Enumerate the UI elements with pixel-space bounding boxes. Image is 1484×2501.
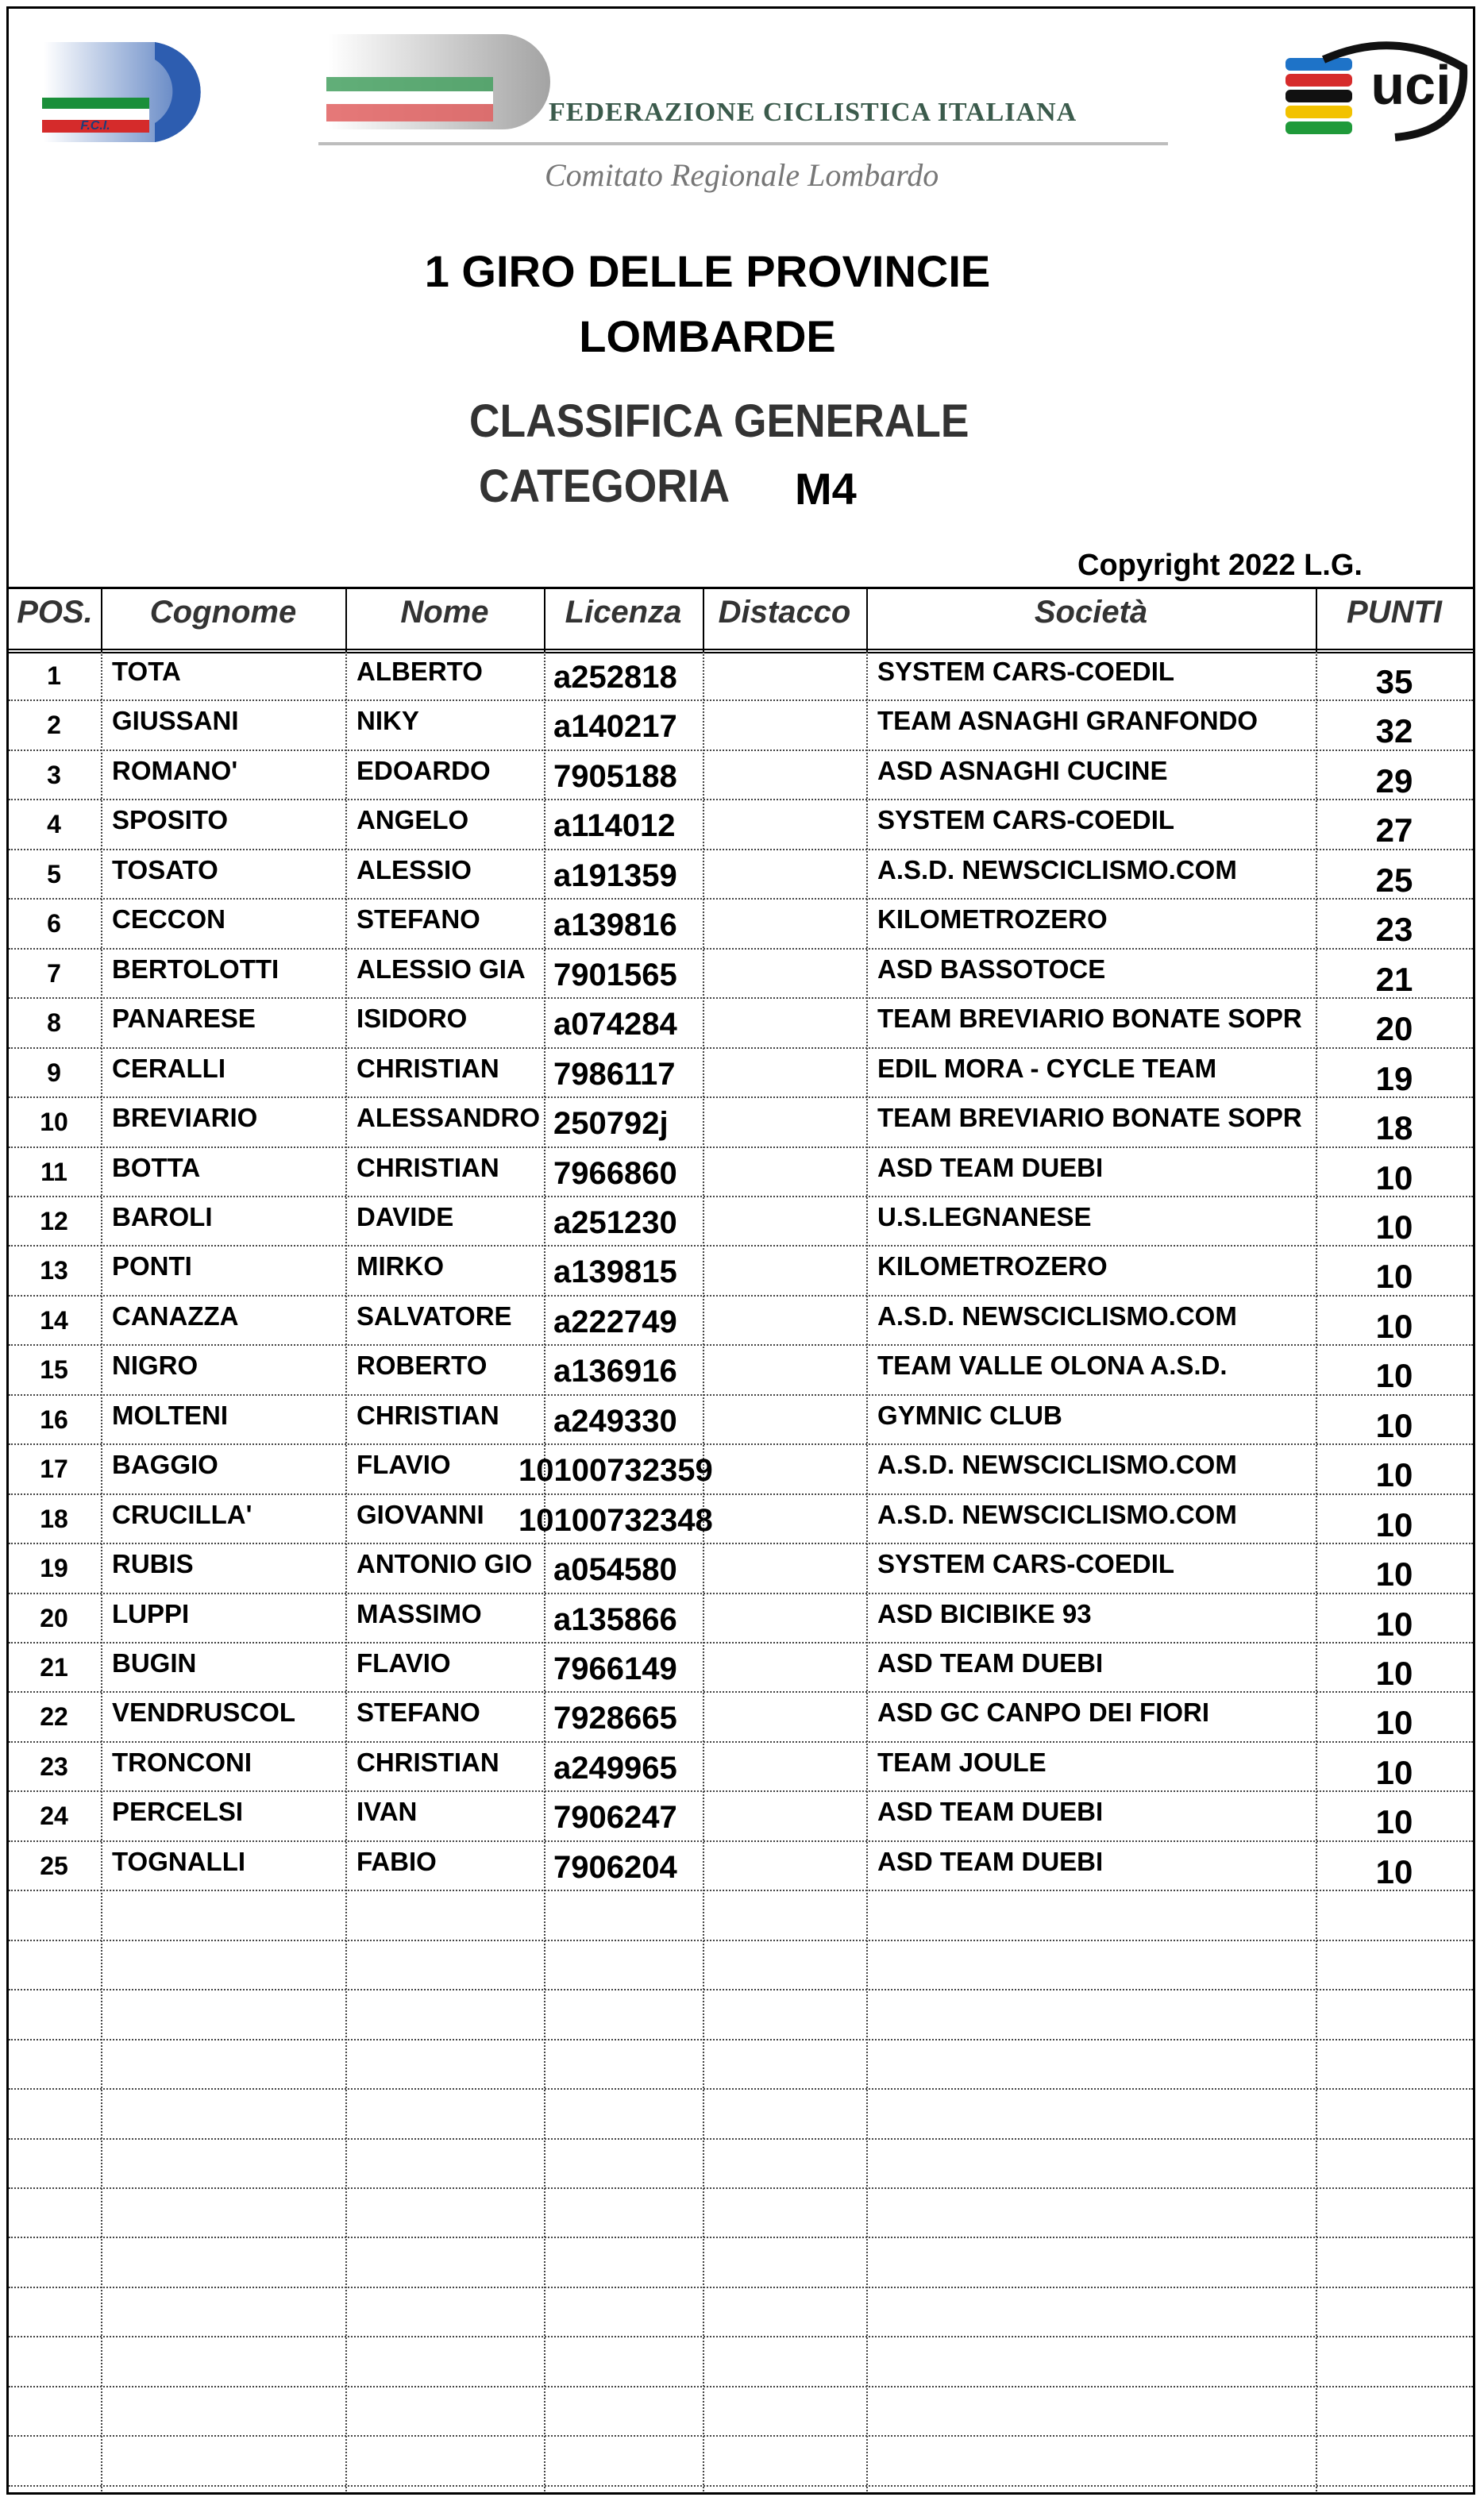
column-header-cognome: Cognome	[149, 595, 297, 630]
cell-licenza: 7986117	[553, 1056, 676, 1092]
table-gridline	[9, 1543, 1473, 1544]
table-gridline	[9, 699, 1473, 701]
federation-logo	[320, 26, 558, 145]
cell-nome: SALVATORE	[357, 1301, 512, 1331]
cell-societa: TEAM ASNAGHI GRANFONDO	[877, 706, 1259, 736]
cell-punti: 10	[1375, 1505, 1413, 1543]
cell-cognome: BAGGIO	[112, 1450, 218, 1480]
table-gridline	[9, 1146, 1473, 1148]
cell-societa: ASD TEAM DUEBI	[877, 1797, 1104, 1827]
table-gridline	[9, 1642, 1473, 1644]
table-gridline	[9, 1890, 1473, 1891]
cell-punti: 10	[1375, 1456, 1413, 1494]
cell-punti: 10	[1375, 1158, 1413, 1197]
cell-pos: 14	[40, 1305, 68, 1335]
column-header-licenza: Licenza	[565, 595, 682, 630]
cell-societa: SYSTEM CARS-COEDIL	[877, 1549, 1175, 1579]
table-gridline	[544, 652, 545, 2494]
table-gridline	[9, 1840, 1473, 1842]
table-gridline	[9, 2187, 1473, 2189]
column-header-societa: Società	[1034, 595, 1148, 630]
cell-cognome: MOLTENI	[112, 1400, 229, 1430]
cell-societa: KILOMETROZERO	[877, 1251, 1108, 1281]
cell-pos: 2	[47, 711, 61, 740]
federation-name: FEDERAZIONE CICLISTICA ITALIANA	[549, 98, 1077, 127]
table-gridline	[9, 948, 1473, 950]
cell-punti: 10	[1375, 1704, 1413, 1742]
table-gridline	[9, 1593, 1473, 1594]
cell-nome: FABIO	[357, 1846, 437, 1876]
table-gridline	[9, 649, 1473, 650]
cell-licenza: 7966149	[553, 1651, 677, 1686]
cell-pos: 8	[47, 1008, 61, 1038]
cell-nome: GIOVANNI	[357, 1499, 484, 1529]
cell-nome: STEFANO	[357, 1698, 480, 1728]
cell-cognome: CRUCILLA'	[112, 1499, 252, 1529]
cell-societa: A.S.D. NEWSCICLISMO.COM	[877, 1499, 1237, 1529]
cell-punti: 21	[1375, 960, 1413, 998]
cell-pos: 24	[40, 1802, 68, 1831]
cell-punti: 10	[1375, 1357, 1413, 1395]
cell-nome: ANGELO	[357, 805, 469, 835]
cell-punti: 10	[1375, 1605, 1413, 1643]
cell-pos: 21	[40, 1653, 68, 1682]
event-title-line2: LOMBARDE	[579, 311, 836, 361]
cell-societa: SYSTEM CARS-COEDIL	[877, 657, 1175, 686]
cell-nome: MASSIMO	[357, 1598, 482, 1628]
cell-punti: 10	[1375, 1307, 1413, 1345]
cell-licenza: 7928665	[553, 1701, 677, 1736]
cell-licenza: a140217	[553, 709, 677, 745]
table-gridline	[9, 652, 1473, 653]
cell-nome: ALESSANDRO	[357, 1103, 541, 1133]
table-gridline	[9, 1691, 1473, 1693]
cell-pos: 3	[47, 760, 61, 789]
table-gridline	[9, 750, 1473, 751]
table-gridline	[9, 1493, 1473, 1495]
cell-pos: 4	[47, 810, 61, 839]
table-gridline	[9, 2485, 1473, 2487]
cell-punti: 10	[1375, 1852, 1413, 1890]
cell-cognome: BAROLI	[112, 1201, 213, 1231]
table-gridline	[866, 652, 868, 2494]
cell-nome: ANTONIO GIO	[357, 1549, 533, 1579]
cell-nome: ALESSIO	[357, 854, 472, 884]
cell-licenza: a252818	[553, 660, 677, 695]
cell-pos: 20	[40, 1603, 68, 1632]
table-gridline	[9, 2435, 1473, 2437]
cell-cognome: TOGNALLI	[112, 1846, 246, 1876]
cell-licenza: 10100732359	[518, 1453, 713, 1489]
cell-licenza: a136916	[553, 1354, 677, 1389]
cell-punti: 32	[1375, 712, 1413, 750]
cell-cognome: BREVIARIO	[112, 1103, 258, 1133]
table-gridline	[9, 799, 1473, 800]
table-gridline	[9, 2287, 1473, 2288]
cell-nome: CHRISTIAN	[357, 1400, 499, 1430]
cell-nome: FLAVIO	[357, 1450, 451, 1480]
cell-cognome: TOTA	[112, 657, 181, 686]
cell-cognome: BERTOLOTTI	[112, 954, 279, 984]
table-gridline	[9, 2386, 1473, 2387]
fci-logo	[36, 36, 218, 147]
category-label: CATEGORIA	[479, 461, 730, 512]
cell-societa: TEAM JOULE	[877, 1747, 1047, 1777]
cell-cognome: PONTI	[112, 1251, 192, 1281]
cell-cognome: BOTTA	[112, 1152, 201, 1182]
cell-pos: 5	[47, 859, 61, 888]
cell-licenza: a249330	[553, 1403, 677, 1439]
cell-societa: GYMNIC CLUB	[877, 1400, 1062, 1430]
classification-title: CLASSIFICA GENERALE	[469, 395, 969, 447]
cell-cognome: BUGIN	[112, 1648, 197, 1678]
cell-societa: TEAM BREVIARIO BONATE SOPR	[877, 1004, 1302, 1034]
cell-punti: 10	[1375, 1208, 1413, 1246]
cell-pos: 17	[40, 1455, 68, 1484]
cell-pos: 9	[47, 1058, 61, 1087]
cell-pos: 25	[40, 1851, 68, 1880]
cell-nome: IVAN	[357, 1797, 418, 1827]
cell-societa: ASD ASNAGHI CUCINE	[877, 755, 1168, 785]
cell-cognome: PERCELSI	[112, 1797, 244, 1827]
cell-punti: 29	[1375, 761, 1413, 800]
cell-nome: CHRISTIAN	[357, 1747, 499, 1777]
table-gridline	[9, 2336, 1473, 2337]
cell-licenza: a054580	[553, 1552, 677, 1588]
table-gridline	[9, 2237, 1473, 2238]
table-gridline	[9, 2039, 1473, 2040]
cell-societa: ASD BICIBIKE 93	[877, 1598, 1092, 1628]
cell-licenza: a139815	[553, 1254, 677, 1290]
cell-pos: 11	[40, 1157, 67, 1186]
table-gridline	[9, 1741, 1473, 1743]
cell-punti: 27	[1375, 811, 1413, 850]
cell-pos: 13	[40, 1256, 68, 1285]
cell-licenza: 7906247	[553, 1800, 677, 1836]
cell-societa: A.S.D. NEWSCICLISMO.COM	[877, 854, 1237, 884]
uci-logo-text: uci	[1370, 54, 1451, 116]
results-sheet	[6, 6, 1475, 2495]
table-gridline	[9, 2088, 1473, 2090]
cell-cognome: PANARESE	[112, 1004, 256, 1034]
table-gridline	[9, 1790, 1473, 1792]
cell-punti: 10	[1375, 1753, 1413, 1791]
cell-licenza: a114012	[553, 808, 676, 844]
cell-punti: 10	[1375, 1406, 1413, 1444]
column-header-punti: PUNTI	[1347, 595, 1442, 630]
cell-nome: CHRISTIAN	[357, 1152, 499, 1182]
cell-pos: 16	[40, 1405, 68, 1434]
cell-pos: 15	[40, 1355, 68, 1385]
table-gridline	[9, 898, 1473, 900]
cell-licenza: a135866	[553, 1601, 677, 1637]
cell-punti: 35	[1375, 663, 1413, 700]
cell-pos: 12	[40, 1206, 68, 1235]
cell-pos: 1	[47, 661, 61, 690]
cell-societa: SYSTEM CARS-COEDIL	[877, 805, 1175, 835]
cell-societa: ASD GC CANPO DEI FIORI	[877, 1698, 1210, 1728]
cell-pos: 22	[40, 1702, 68, 1732]
table-gridline	[9, 1096, 1473, 1098]
cell-societa: ASD BASSOTOCE	[877, 954, 1106, 984]
cell-punti: 20	[1375, 1010, 1413, 1048]
cell-punti: 10	[1375, 1655, 1413, 1692]
cell-societa: ASD TEAM DUEBI	[877, 1846, 1104, 1876]
cell-punti: 25	[1375, 861, 1413, 899]
cell-punti: 19	[1375, 1059, 1413, 1097]
table-gridline	[9, 1940, 1473, 1941]
cell-nome: EDOARDO	[357, 755, 491, 785]
table-gridline	[9, 1443, 1473, 1445]
cell-licenza: 10100732348	[518, 1502, 713, 1538]
cell-licenza: 250792j	[553, 1106, 669, 1142]
cell-cognome: RUBIS	[112, 1549, 194, 1579]
cell-cognome: ROMANO'	[112, 755, 238, 785]
cell-nome: NIKY	[357, 706, 419, 736]
cell-cognome: TOSATO	[112, 854, 218, 884]
cell-nome: ROBERTO	[357, 1351, 488, 1381]
cell-cognome: LUPPI	[112, 1598, 190, 1628]
cell-licenza: 7966860	[553, 1155, 677, 1191]
cell-societa: KILOMETROZERO	[877, 904, 1108, 935]
cell-societa: U.S.LEGNANESE	[877, 1201, 1092, 1231]
cell-societa: ASD TEAM DUEBI	[877, 1648, 1104, 1678]
cell-licenza: a074284	[553, 1007, 677, 1042]
cell-pos: 18	[40, 1504, 68, 1533]
table-gridline	[703, 652, 704, 2494]
cell-cognome: CERALLI	[112, 1053, 225, 1083]
table-gridline	[9, 1394, 1473, 1396]
table-gridline	[345, 652, 347, 2494]
cell-licenza: 7906204	[553, 1849, 677, 1885]
cell-punti: 10	[1375, 1258, 1413, 1296]
cell-societa: A.S.D. NEWSCICLISMO.COM	[877, 1301, 1237, 1331]
table-gridline	[9, 849, 1473, 850]
table-gridline	[101, 652, 102, 2494]
category-value: M4	[795, 464, 857, 514]
cell-nome: MIRKO	[357, 1251, 444, 1281]
cell-licenza: a191359	[553, 857, 677, 893]
table-gridline	[9, 1196, 1473, 1197]
fci-logo-text: F.C.I.	[80, 119, 110, 133]
cell-cognome: NIGRO	[112, 1351, 199, 1381]
cell-societa: A.S.D. NEWSCICLISMO.COM	[877, 1450, 1237, 1480]
cell-nome: CHRISTIAN	[357, 1053, 499, 1083]
cell-punti: 10	[1375, 1555, 1413, 1593]
event-title-line1: 1 GIRO DELLE PROVINCIE	[424, 246, 991, 296]
cell-nome: STEFANO	[357, 904, 480, 935]
cell-societa: EDIL MORA - CYCLE TEAM	[877, 1053, 1217, 1083]
table-gridline	[9, 1245, 1473, 1247]
cell-nome: ALESSIO GIA	[357, 954, 526, 984]
column-header-pos: POS.	[17, 595, 93, 630]
table-gridline	[9, 2138, 1473, 2140]
cell-cognome: SPOSITO	[112, 805, 229, 835]
table-gridline	[9, 1047, 1473, 1049]
cell-licenza: a222749	[553, 1304, 677, 1339]
table-gridline	[9, 1344, 1473, 1346]
cell-punti: 10	[1375, 1803, 1413, 1841]
cell-societa: TEAM VALLE OLONA A.S.D.	[877, 1351, 1228, 1381]
cell-pos: 23	[40, 1751, 68, 1781]
cell-societa: ASD TEAM DUEBI	[877, 1152, 1104, 1182]
table-gridline	[9, 1295, 1473, 1297]
cell-pos: 6	[47, 909, 61, 938]
table-gridline	[9, 997, 1473, 999]
committee-name: Comitato Regionale Lombardo	[545, 157, 939, 193]
cell-pos: 10	[40, 1108, 68, 1137]
cell-pos: 19	[40, 1554, 68, 1583]
column-header-nome: Nome	[400, 595, 489, 630]
cell-punti: 18	[1375, 1109, 1413, 1147]
copyright-text: Copyright 2022 L.G.	[1077, 549, 1363, 582]
cell-licenza: 7901565	[553, 957, 677, 992]
cell-cognome: CECCON	[112, 904, 226, 935]
column-header-distacco: Distacco	[718, 595, 851, 630]
table-gridline	[9, 1989, 1473, 1990]
cell-societa: TEAM BREVIARIO BONATE SOPR	[877, 1103, 1302, 1133]
cell-cognome: TRONCONI	[112, 1747, 252, 1777]
cell-nome: ALBERTO	[357, 657, 483, 686]
cell-licenza: a139816	[553, 908, 677, 943]
cell-cognome: CANAZZA	[112, 1301, 239, 1331]
cell-licenza: a249965	[553, 1750, 677, 1786]
cell-pos: 7	[47, 958, 61, 988]
cell-cognome: VENDRUSCOL	[112, 1698, 296, 1728]
cell-nome: DAVIDE	[357, 1201, 454, 1231]
cell-licenza: 7905188	[553, 758, 677, 794]
cell-nome: ISIDORO	[357, 1004, 468, 1034]
cell-licenza: a251230	[553, 1204, 677, 1240]
header-divider	[318, 142, 1168, 145]
cell-cognome: GIUSSANI	[112, 706, 239, 736]
cell-nome: FLAVIO	[357, 1648, 451, 1678]
uci-logo	[1276, 36, 1474, 147]
table-gridline	[9, 587, 1473, 589]
cell-punti: 23	[1375, 911, 1413, 949]
